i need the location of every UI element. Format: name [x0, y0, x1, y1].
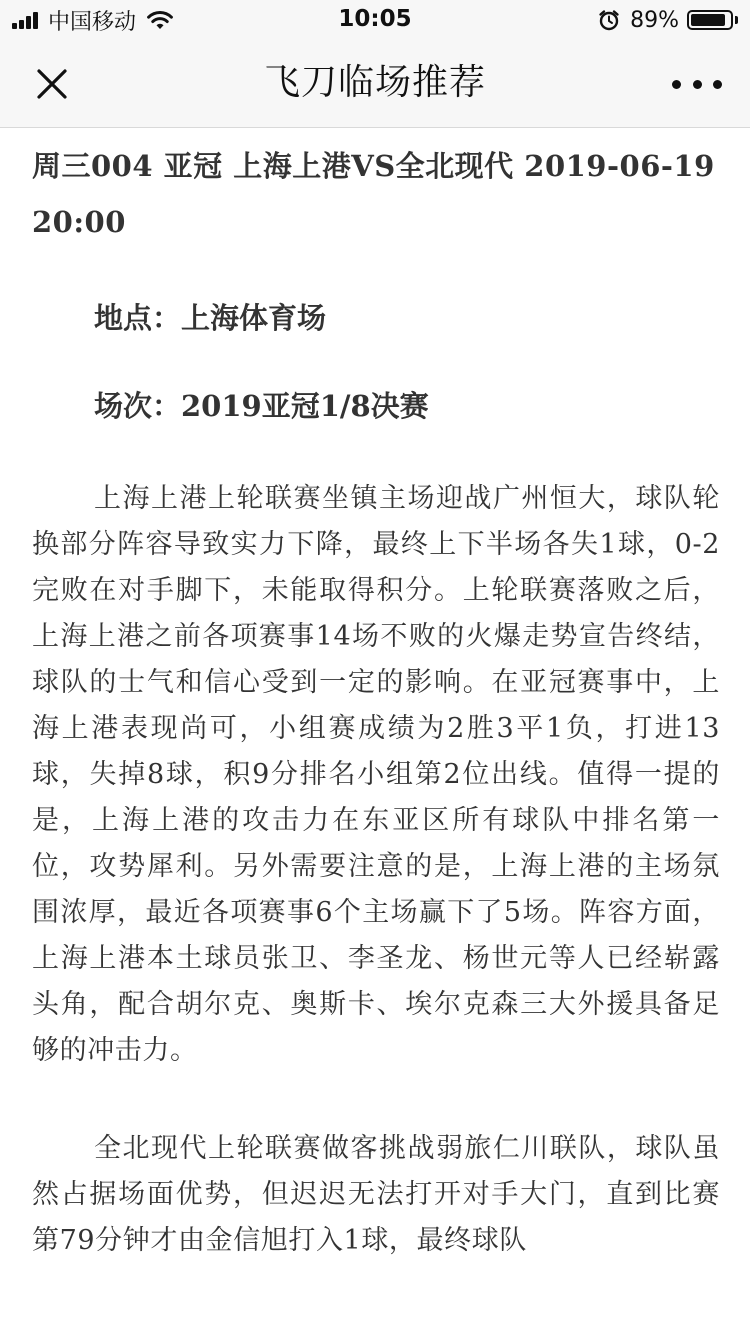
alarm-icon: [598, 9, 620, 31]
more-dot: [693, 80, 702, 89]
battery-percent: 89%: [630, 7, 679, 33]
round-line: 场次：2019亚冠1/8决赛: [94, 389, 429, 423]
nav-bar: [0, 40, 750, 128]
battery-icon: [687, 10, 733, 30]
carrier-name: 中国移动: [48, 9, 137, 35]
more-icon[interactable]: [672, 66, 722, 102]
article-paragraph: 全北现代上轮联赛做客挑战弱旅仁川联队，球队虽然占据场面优势，但迟迟无法打开对手大门，直到比赛第79分钟才由金信旭打入1球，最终球队: [32, 1133, 720, 1256]
article-paragraph: 上海上港上轮联赛坐镇主场迎战广州恒大，球队轮换部分阵容导致实力下降，最终上下半场各失1球，0-2完败在对手脚下，未能取得积分。上轮联赛落败之后，上海上港之前各项赛事14场不败的火爆走势宣告终结，球队的士气和信心受到一定的影响。在亚冠赛事中，上海上港表现尚可，小组赛成绩为2胜3平1负，打进13球，失掉8球，积9分排名小组第2位出线。值得一提的是，上海上港的攻击力在东亚区所有球队中排名第一位，攻势犀利。另外需要注意的是，上海上港的主场氛围浓厚，最近各项赛事6个主场赢下了5场。阵容方面，上海上港本土球员张卫、李圣龙、杨世元等人已经崭露头角，配合胡尔克、奥斯卡、埃尔克森三大外援具备足够的冲击力。: [32, 483, 720, 1066]
status-time: 10:05: [338, 6, 412, 32]
article-body: [32, 128, 720, 1264]
venue-line: 地点：上海体育场: [94, 301, 327, 335]
battery-level-fill: [691, 14, 725, 26]
battery-tip: [735, 16, 738, 24]
status-right: [598, 7, 738, 33]
status-bar: [0, 0, 750, 40]
close-icon[interactable]: [30, 62, 74, 106]
more-dot: [672, 80, 681, 89]
page-title: 飞刀临场推荐: [263, 62, 486, 103]
match-title: 周三004 亚冠 上海上港VS全北现代 2019-06-19 20:00: [32, 149, 715, 239]
more-dot: [713, 80, 722, 89]
